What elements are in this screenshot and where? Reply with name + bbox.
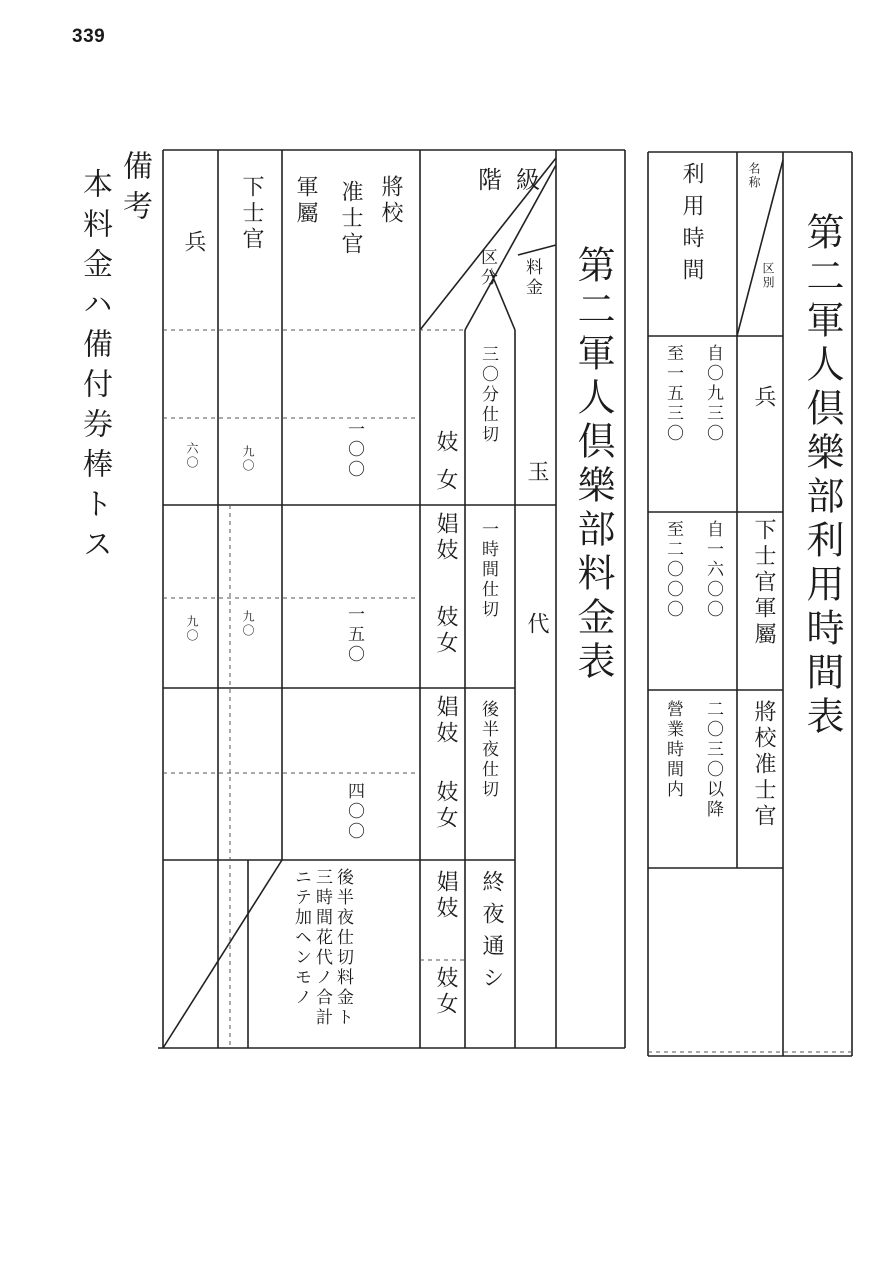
time-slot-1-women-b: 女 <box>433 468 458 494</box>
usage-row-2-to: 至二〇〇〇 <box>663 520 683 620</box>
usage-row-1-from: 自〇九三〇 <box>703 344 723 444</box>
header-rank-private: 兵 <box>181 230 206 256</box>
header-fee-label: 料金 <box>522 258 542 298</box>
time-slot-4-women: 娼妓 <box>433 870 458 922</box>
usage-row-3-to: 營業時間内 <box>663 700 683 800</box>
fee-table-title: 第二軍人倶樂部料金表 <box>571 245 615 685</box>
header-rank-warrant-officer: 准士官 <box>338 180 363 258</box>
time-slot-3-officer-fee: 四〇〇 <box>344 782 364 842</box>
time-slot-2: 一時間仕切 <box>478 520 498 620</box>
usage-row-2-from: 自一六〇〇 <box>703 520 723 620</box>
time-slot-2-nco-fee: 九〇 <box>241 610 255 638</box>
usage-row-3-category: 將校准士官 <box>751 700 776 830</box>
time-slot-1: 三〇分仕切 <box>478 345 498 445</box>
time-slot-2-private-fee: 九〇 <box>185 615 199 643</box>
time-slot-1-officer-fee: 一〇〇 <box>344 420 364 480</box>
header-rank-nco: 下士官 <box>239 175 264 253</box>
usage-table-title: 第二軍人倶樂部利用時間表 <box>800 212 844 740</box>
time-slot-1-private-fee: 六〇 <box>185 442 199 470</box>
header-rank-civilian: 軍屬 <box>293 175 318 227</box>
header-rank-label: 階級 <box>478 166 554 194</box>
header-division-label: 区分 <box>477 248 497 288</box>
time-slot-4: 終夜通シ <box>479 870 504 998</box>
time-slot-1-women: 妓 <box>433 430 458 456</box>
remarks-text: 本料金ハ備付券棒トス <box>77 168 112 568</box>
page-number: 339 <box>72 26 106 47</box>
header-type-label: 名称 <box>747 162 761 190</box>
time-slot-3: 後半夜仕切 <box>478 700 498 800</box>
header-rank-officer: 將校 <box>378 175 403 227</box>
time-slot-2-officer-fee: 一五〇 <box>344 605 364 665</box>
time-slot-2-women-b: 妓女 <box>433 605 458 657</box>
column-label-fee: 玉代 <box>524 460 549 764</box>
usage-row-1-category: 兵 <box>751 385 776 411</box>
time-slot-2-women: 娼妓 <box>433 512 458 564</box>
usage-row-3-from: 二〇三〇以降 <box>703 700 723 820</box>
time-slot-3-women: 娼妓 <box>433 695 458 747</box>
remarks-header: 備考 <box>117 150 152 230</box>
time-slot-4-note: 後半夜仕切料金ト三時間花代ノ合計ニテ加ヘンモノ <box>291 868 353 1028</box>
header-usage-time: 利用時間 <box>679 162 704 290</box>
time-slot-1-nco-fee: 九〇 <box>241 445 255 473</box>
usage-row-1-to: 至一五三〇 <box>663 344 683 444</box>
time-slot-3-women-b: 妓女 <box>433 780 458 832</box>
time-slot-4-women-b: 妓女 <box>433 966 458 1018</box>
header-division-label-2: 区別 <box>761 262 775 290</box>
usage-row-2-category: 下士官軍屬 <box>751 518 776 648</box>
